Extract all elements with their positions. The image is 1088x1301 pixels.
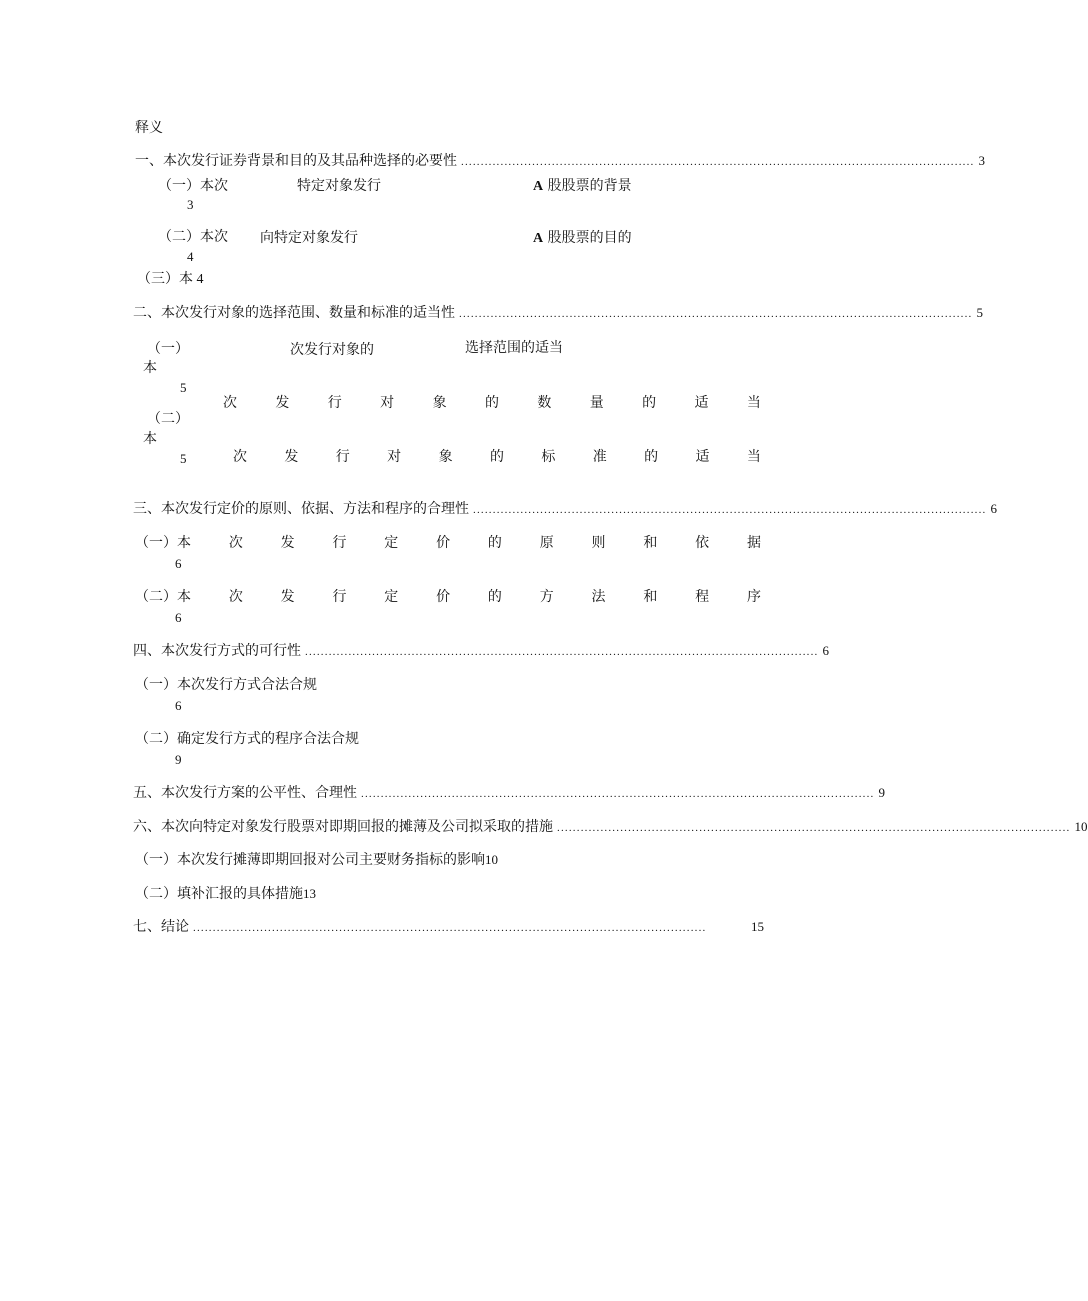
toc-char: 的 [487, 535, 502, 551]
toc-char: 当 [746, 449, 761, 465]
toc-entry-tail-text: 股股票的目的 [547, 230, 632, 246]
toc-page-number: 6 [175, 556, 182, 571]
toc-char: 的 [487, 589, 502, 605]
toc-char: （二）本 [135, 589, 191, 605]
toc-entry-label: 三、本次发行定价的原则、依据、方法和程序的合理性 [133, 501, 469, 517]
toc-page-number: 15 [751, 919, 764, 934]
toc-entry-section-2[interactable] [133, 304, 983, 322]
toc-entry-ben: 本 [143, 360, 157, 376]
toc-leader-dots: .................................................................................................................................. [473, 504, 987, 516]
toc-entry-section-3-2-text [135, 588, 761, 606]
toc-char: 准 [592, 449, 607, 465]
toc-char: 发 [280, 589, 295, 605]
toc-entry-label: （一）本次发行方式合法合规 [135, 677, 317, 693]
toc-leader-dots: .................................................................................................................................. [459, 308, 973, 320]
toc-entry-middle: 次发行对象的 [290, 342, 374, 358]
toc-char: （一）本 [135, 535, 191, 551]
toc-char: 法 [591, 589, 606, 605]
toc-char: 次 [223, 395, 237, 411]
toc-entry-section-2-2-text[interactable] [223, 394, 761, 412]
toc-entry-label: （一）本次发行摊薄即期回报对公司主要财务指标的影响 [135, 852, 485, 868]
toc-char: 适 [694, 395, 709, 411]
toc-page-number: 4 [187, 249, 194, 264]
toc-entry-prefix: （二） [147, 411, 189, 427]
toc-page-number: 5 [976, 305, 983, 320]
toc-page-number: 3 [187, 197, 194, 212]
toc-char: 定 [384, 589, 399, 605]
toc-entry-label: 五、本次发行方案的公平性、合理性 [133, 785, 357, 801]
toc-char: 则 [591, 535, 606, 551]
toc-char: 发 [280, 535, 295, 551]
toc-char: 方 [539, 589, 554, 605]
toc-entry-ben: 本 [143, 431, 157, 447]
toc-entry-section-6-2[interactable] [135, 885, 316, 903]
toc-entry-prefix: （一）本次 [158, 178, 228, 194]
toc-leader-dots: .................................................................................................................................. [305, 646, 819, 658]
toc-entry-section-5[interactable] [133, 784, 885, 802]
toc-char: 数 [537, 395, 552, 411]
toc-entry-tail-text: 股股票的背景 [547, 178, 632, 194]
toc-entry-section-7[interactable] [133, 918, 764, 936]
toc-entry-label: 七、结论 [133, 919, 189, 935]
toc-char: 原 [539, 535, 554, 551]
toc-char: 当 [746, 395, 761, 411]
toc-char: 行 [327, 395, 342, 411]
toc-char: 的 [484, 395, 499, 411]
toc-page-number: 6 [175, 698, 182, 713]
toc-char: 次 [233, 449, 247, 465]
toc-char: 定 [384, 535, 399, 551]
toc-page-number: 5 [180, 451, 187, 466]
letter-a: A [533, 231, 544, 246]
toc-entry-middle: 特定对象发行 [297, 178, 381, 194]
toc-char: 的 [644, 449, 659, 465]
letter-a: A [533, 179, 544, 194]
toc-char: 和 [643, 589, 658, 605]
toc-entry-tail [533, 229, 632, 248]
toc-char: 序 [746, 589, 761, 605]
toc-entry-label: 四、本次发行方式的可行性 [133, 643, 301, 659]
toc-entry-section-1-3[interactable]: （三）本 4 [137, 272, 204, 287]
toc-char: 对 [380, 395, 395, 411]
toc-page-number: 6 [990, 501, 997, 516]
toc-entry-label: 二、本次发行对象的选择范围、数量和标准的适当性 [133, 305, 455, 321]
toc-page-number: 9 [175, 752, 182, 767]
toc-char: 行 [332, 535, 347, 551]
toc-char: 的 [642, 395, 657, 411]
toc-char: 发 [275, 395, 290, 411]
toc-entry-prefix: （一） [147, 341, 189, 357]
toc-char: 次 [228, 589, 243, 605]
toc-char: 价 [436, 589, 451, 605]
toc-entry-label: （二）确定发行方式的程序合法合规 [135, 731, 359, 747]
toc-entry-label: 一、本次发行证券背景和目的及其品种选择的必要性 [135, 153, 457, 169]
toc-char: 发 [284, 449, 299, 465]
toc-leader-dots: .................................................................................................................................. [557, 822, 1071, 834]
toc-entry-middle: 向特定对象发行 [260, 230, 358, 246]
toc-entry-label: 六、本次向特定对象发行股票对即期回报的摊薄及公司拟采取的措施 [133, 819, 553, 835]
toc-page-number: 5 [180, 380, 187, 395]
toc-leader-dots: .................................................................................................................................. [361, 788, 875, 800]
toc-entry-section-4[interactable] [133, 642, 829, 660]
toc-char: 依 [695, 535, 710, 551]
toc-char: 行 [332, 589, 347, 605]
toc-page-number: 13 [303, 886, 316, 901]
toc-entry-label: （二）填补汇报的具体措施 [135, 886, 303, 902]
toc-char: 象 [432, 395, 447, 411]
toc-entry-tail: 选择范围的适当 [465, 340, 563, 356]
toc-char: 象 [438, 449, 453, 465]
toc-page-number: 9 [878, 785, 885, 800]
toc-entry-section-3-1-text [135, 534, 761, 552]
toc-title: 释义 [135, 120, 163, 136]
toc-leader-dots: .................................................................................................................................. [461, 156, 975, 168]
toc-page-number: 10 [1074, 819, 1088, 834]
toc-char: 对 [387, 449, 402, 465]
toc-char: 和 [643, 535, 658, 551]
toc-char: 适 [695, 449, 710, 465]
toc-char: 据 [746, 535, 761, 551]
toc-page-number: 6 [175, 610, 182, 625]
toc-leader-dots: .................................................................................................................................. [193, 922, 707, 934]
toc-entry-section-6-1[interactable] [135, 851, 498, 869]
toc-char: 程 [695, 589, 710, 605]
toc-char: 标 [541, 449, 556, 465]
toc-entry-section-3[interactable] [133, 500, 997, 518]
toc-entry-section-1[interactable] [135, 152, 985, 170]
toc-page-number: 6 [822, 643, 829, 658]
toc-char: 量 [589, 395, 604, 411]
toc-char: 的 [489, 449, 504, 465]
toc-entry-section-2-3-text [233, 448, 761, 466]
toc-entry-section-6[interactable] [133, 818, 1088, 836]
toc-char: 行 [335, 449, 350, 465]
toc-entry-prefix: （二）本次 [158, 229, 228, 245]
toc-char: 价 [436, 535, 451, 551]
toc-page-number: 3 [978, 153, 985, 168]
toc-page-number: 10 [485, 852, 498, 867]
toc-entry-tail [533, 177, 632, 196]
toc-char: 次 [228, 535, 243, 551]
